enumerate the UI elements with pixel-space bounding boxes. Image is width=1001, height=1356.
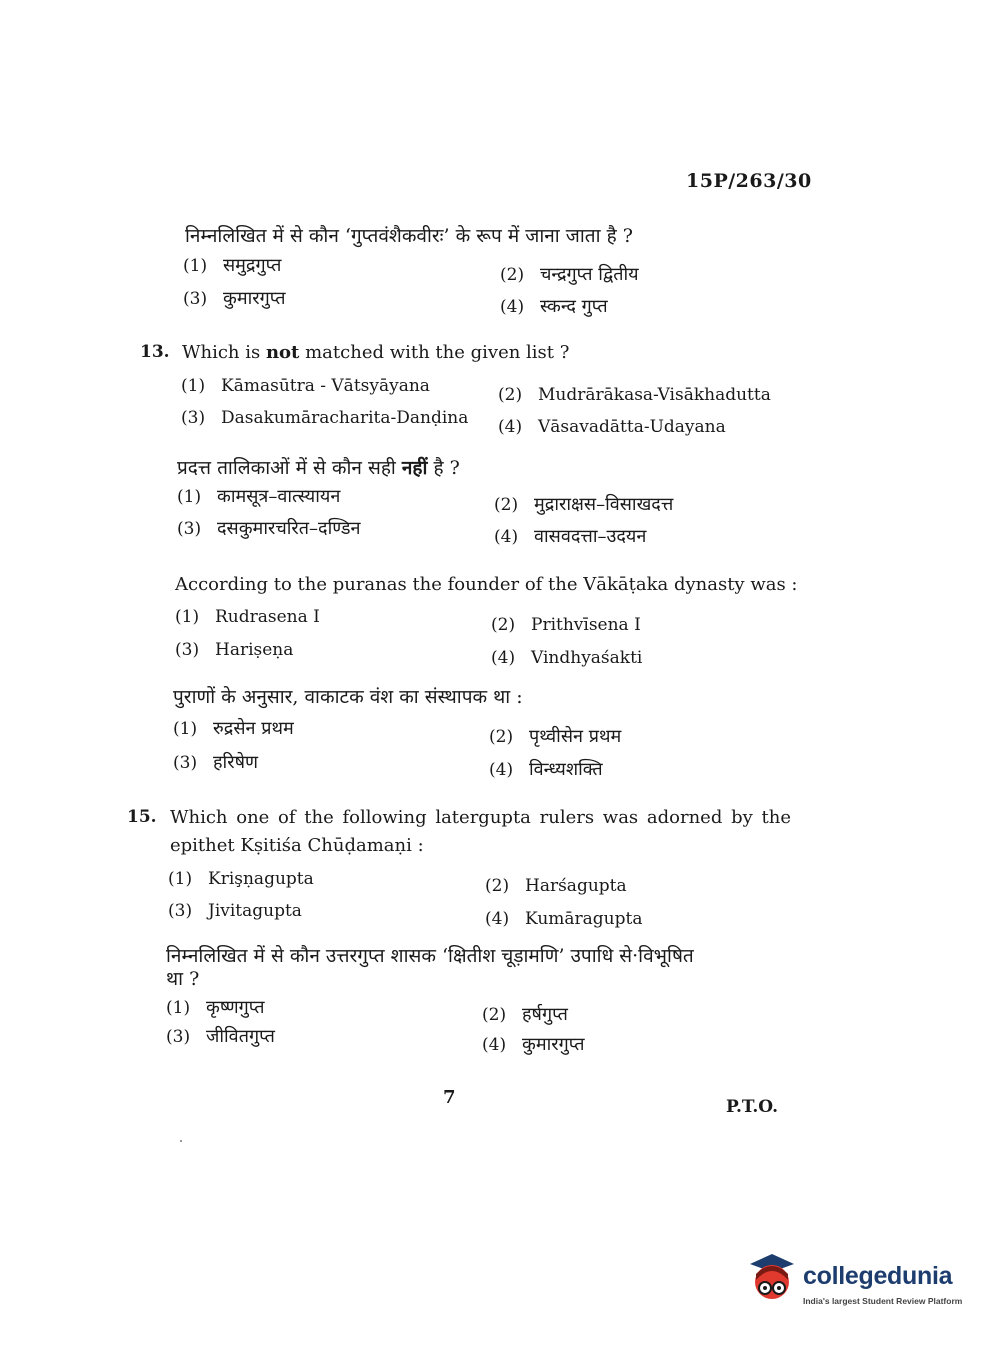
option-number: (2) [491,615,516,635]
q13-text [182,342,569,363]
option-text: Vindhyaśakti [531,648,643,668]
q13-hindi-option-3 [177,516,360,540]
option-number: (3) [168,901,193,921]
option-number: (4) [500,297,525,317]
q14-option-2 [491,615,641,635]
q15-option-3 [168,901,302,921]
q14-hindi-text: पुराणों के अनुसार, वाकाटक वंश का संस्थापक था : [173,686,523,708]
option-number: (4) [494,527,519,547]
q13-hindi-option-2 [494,492,673,516]
option-text: विन्ध्यशक्ति [529,759,603,780]
q14-hindi-option-1 [173,716,294,740]
option-number: (1) [168,869,193,889]
q15-text-line1: Which one of the following latergupta rulers was adorned by the [170,807,791,828]
option-text: हरिषेण [213,752,258,773]
option-text: Vāsavadātta-Udayana [538,417,726,437]
q15-hindi-text-line2: था ? [166,968,200,990]
pto-label: P.T.O. [726,1097,778,1117]
option-text: दसकुमारचरित–दण्डिन [217,518,361,539]
option-text: जीवितगुप्त [206,1026,275,1047]
q13-option-3 [181,408,468,428]
option-number: (1) [175,607,200,627]
option-text: Mudrārākasa-Visākhadutta [538,385,771,405]
q14-hindi-option-2 [489,724,621,748]
q15-hindi-option-3 [166,1024,275,1048]
q14-text: According to the puranas the founder of the Vākāṭaka dynasty was : [175,574,798,595]
q14-hindi-option-4 [489,757,603,781]
q13-text-post: matched with the given list ? [299,342,570,363]
brand-tagline: India's largest Student Review Platform [803,1296,963,1306]
option-text: स्कन्द गुप्त [540,296,608,317]
q15-number: 15. [127,807,157,827]
option-text: कुमारगुप्त [522,1034,585,1055]
option-number: (2) [500,265,525,285]
option-text: Hariṣeṇa [215,640,294,660]
q13-hindi-option-1 [177,484,340,508]
option-number: (3) [166,1027,191,1047]
q13-option-2 [498,385,771,405]
option-number: (4) [491,648,516,668]
scan-speck [180,1140,182,1142]
brand-name: collegedunia [803,1262,953,1290]
q12-hindi-option-3 [183,286,286,310]
q14-option-4 [491,648,642,668]
option-number: (3) [175,640,200,660]
option-text: Harśagupta [525,876,627,896]
q13-hindi-option-4 [494,524,646,548]
option-number: (4) [482,1035,507,1055]
q12-hindi-option-1 [183,253,281,277]
q15-option-2 [485,876,627,896]
option-text: Kāmasūtra - Vātsyāyana [221,376,430,396]
option-text: रुद्रसेन प्रथम [213,718,294,739]
option-number: (4) [485,909,510,929]
q12-hindi-option-2 [500,262,639,286]
q13-hindi-post: है ? [427,457,460,479]
option-number: (2) [482,1005,507,1025]
q15-hindi-option-1 [166,995,265,1019]
option-number: (1) [177,487,202,507]
q13-text-bold: not [265,342,300,363]
q15-hindi-text-line1: निम्नलिखित में से कौन उत्तरगुप्त शासक ‘क्षितीश चूड़ामणि’ उपाधि से·विभूषित [166,945,694,967]
q12-hindi-text: निम्नलिखित में से कौन ‘गुप्तवंशैकवीरः’ के रूप में जाना जाता है ? [185,225,633,247]
option-number: (2) [494,495,519,515]
q15-text-line2: epithet Kṣitiśa Chūḍamaṇi : [170,835,424,856]
option-number: (4) [498,417,523,437]
q13-hindi-text [177,454,460,480]
option-number: (1) [181,376,206,396]
option-number: (3) [177,519,202,539]
option-number: (2) [498,385,523,405]
option-text: कृष्णगुप्त [206,997,265,1018]
q13-option-1 [181,376,430,396]
option-number: (3) [183,289,208,309]
paper-code: 15P/263/30 [686,170,812,192]
page-number: 7 [443,1087,456,1108]
option-number: (4) [489,760,514,780]
option-text: Jivitagupta [208,901,302,921]
option-number: (3) [173,753,198,773]
option-number: (1) [183,256,208,276]
q15-hindi-option-4 [482,1032,585,1056]
q14-hindi-option-3 [173,750,258,774]
option-number: (3) [181,408,206,428]
q15-hindi-option-2 [482,1002,568,1026]
q15-option-1 [168,869,314,889]
mascot-icon [742,1250,802,1312]
option-text: पृथ्वीसेन प्रथम [529,726,622,747]
option-text: हर्षगुप्त [522,1004,568,1025]
option-text: कामसूत्र–वात्स्यायन [217,486,341,507]
q13-number: 13. [140,342,170,362]
q12-hindi-option-4 [500,294,608,318]
option-text: कुमारगुप्त [223,288,286,309]
option-text: मुद्राराक्षस–विसाखदत्त [534,494,674,515]
option-text: Kumāragupta [525,909,643,929]
q13-hindi-pre: प्रदत्त तालिकाओं में से कौन सही [177,457,402,479]
q13-text-pre: Which is [182,342,266,363]
q14-option-3 [175,640,293,660]
option-number: (2) [489,727,514,747]
q15-option-4 [485,909,642,929]
q13-option-4 [498,417,726,437]
option-text: Dasakumāracharita-Danḍina [221,408,469,428]
q14-option-1 [175,607,320,627]
option-number: (2) [485,876,510,896]
option-text: Krişṇagupta [208,869,314,889]
option-number: (1) [173,719,198,739]
option-text: समुद्रगुप्त [223,255,282,276]
q13-hindi-bold: नहीं [401,457,428,479]
option-text: वासवदत्ता–उदयन [534,526,647,547]
option-number: (1) [166,998,191,1018]
option-text: Rudrasena I [215,607,320,627]
option-text: चन्द्रगुप्त द्वितीय [540,264,639,285]
option-text: Prithvīsena I [531,615,641,635]
